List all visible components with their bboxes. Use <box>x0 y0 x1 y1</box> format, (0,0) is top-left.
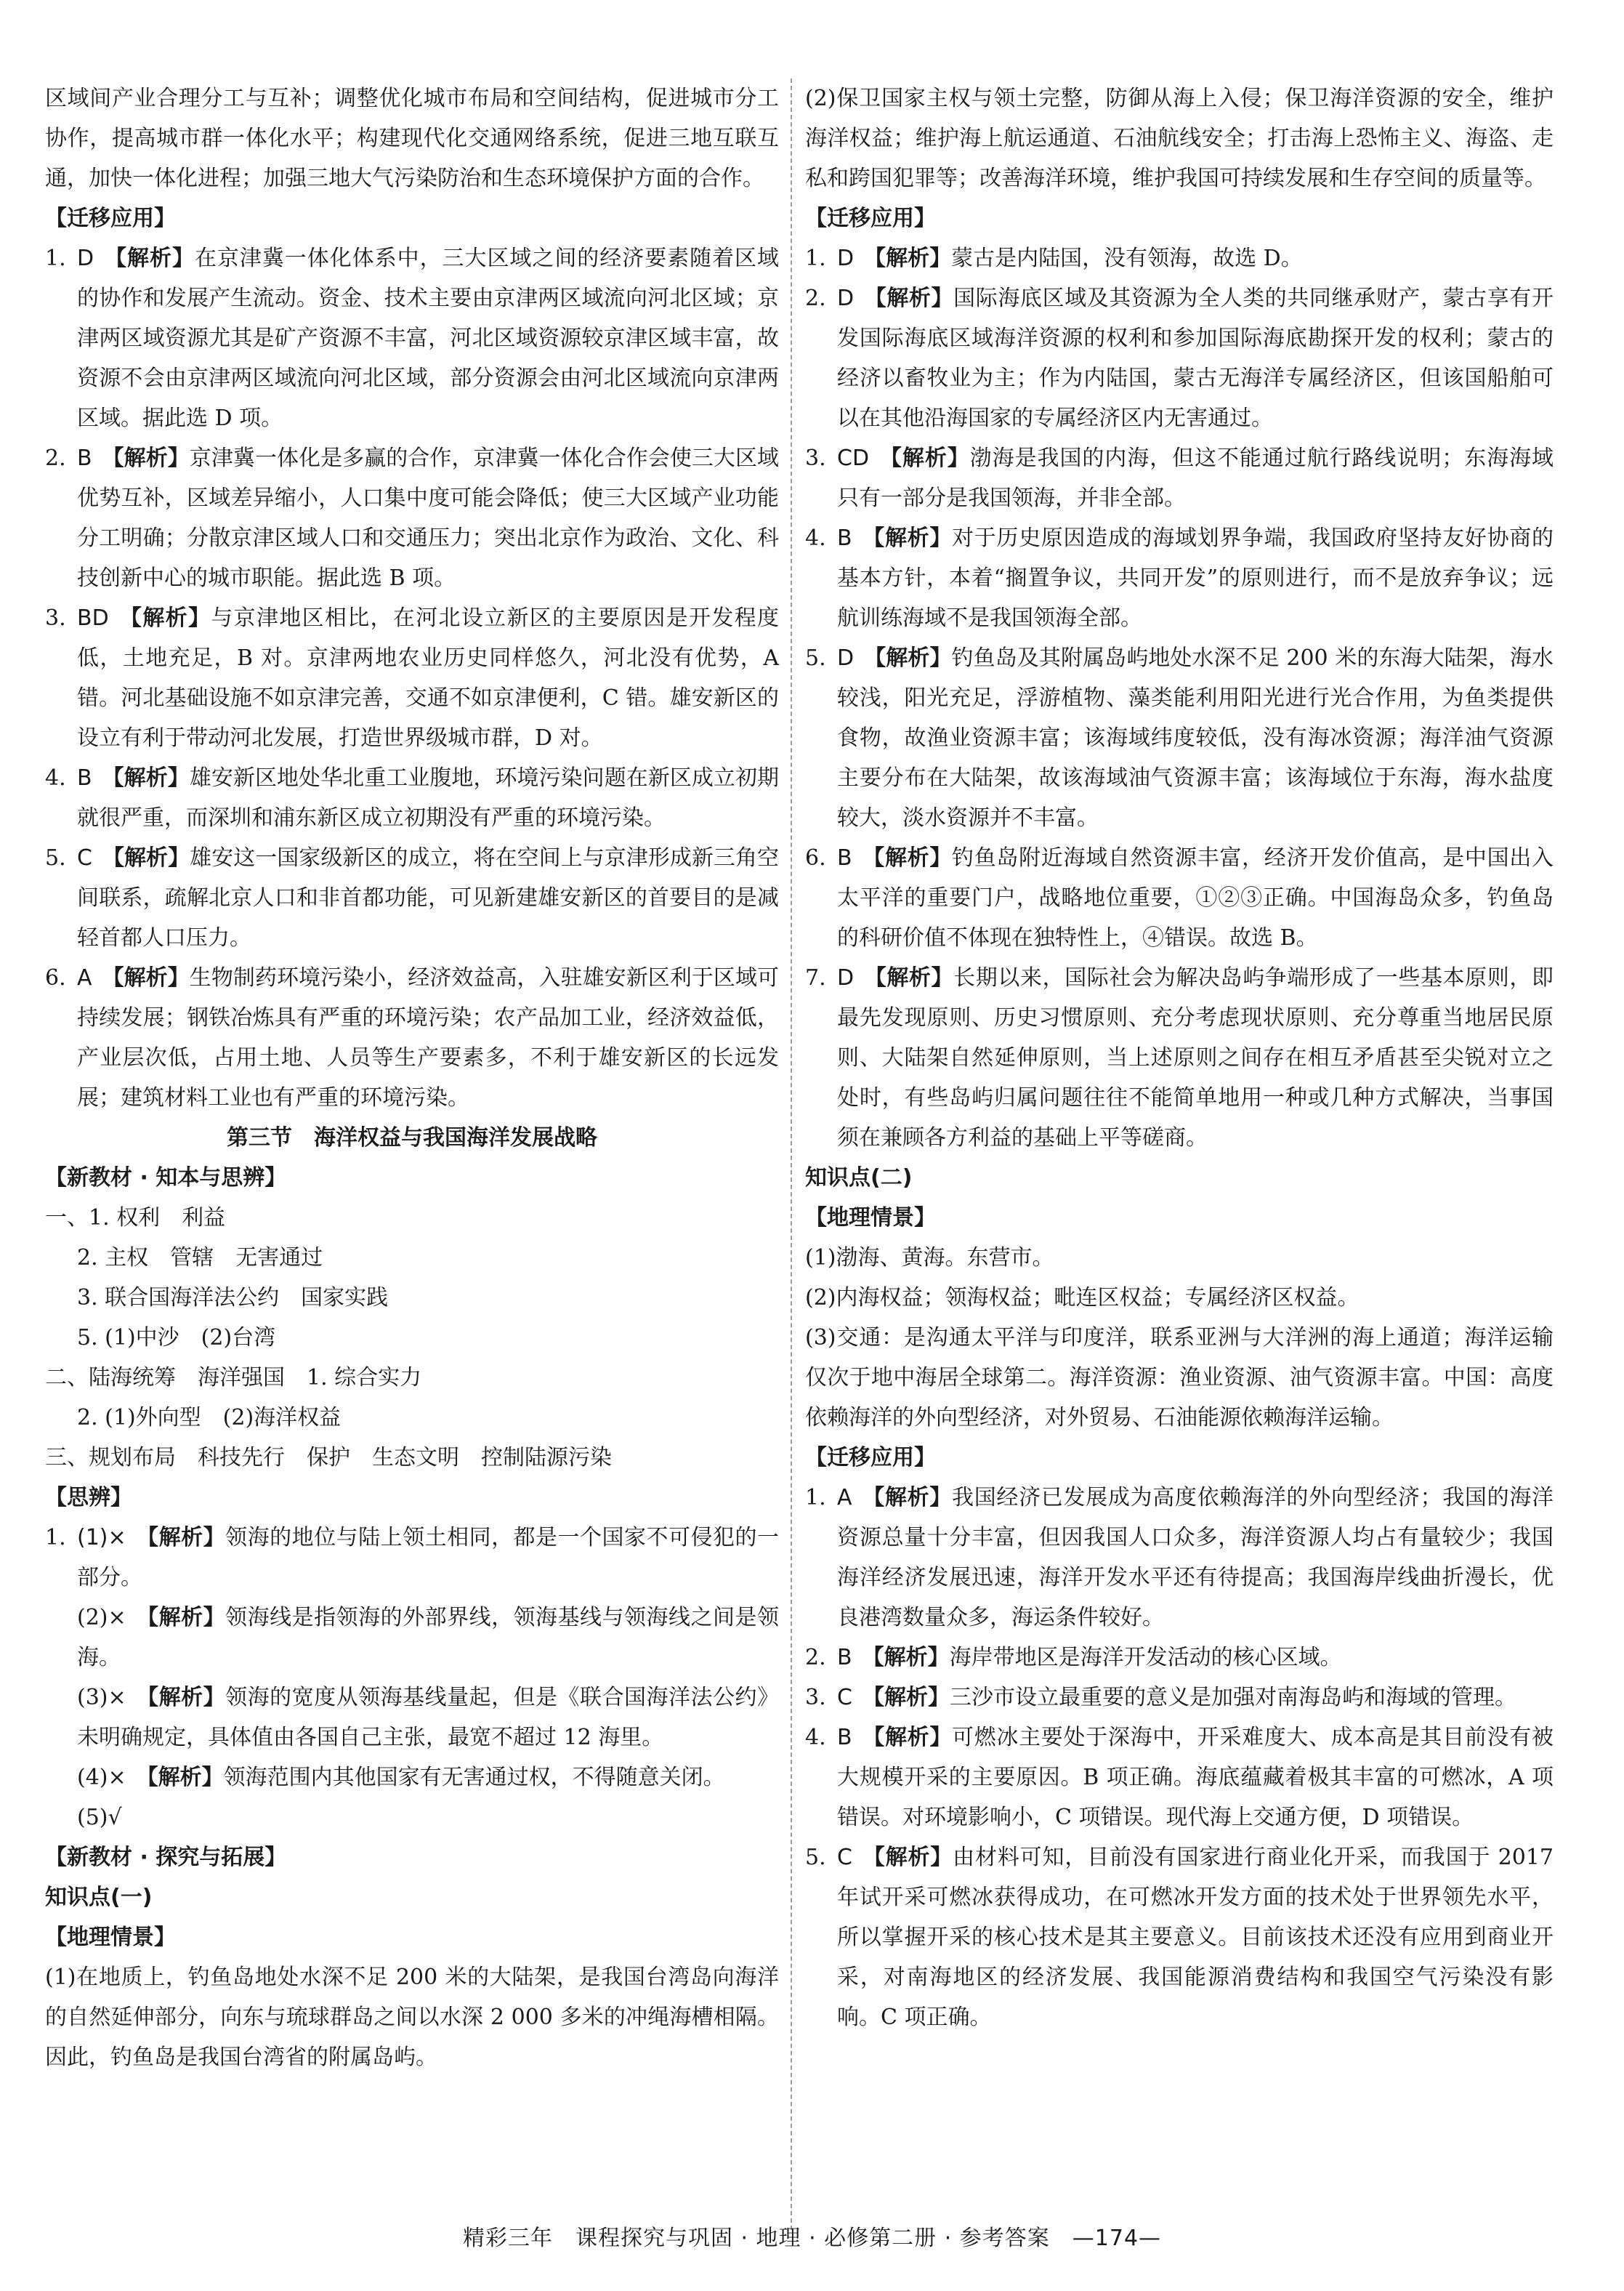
heading-new-textbook-knowledge: 【新教材 · 知本与思辨】 <box>45 1165 287 1191</box>
heading-migrate-application: 【迁移应用】 <box>805 206 936 231</box>
knowledge-point-2: 知识点(二) <box>805 1165 913 1191</box>
answer-item: 2. B 【解析】京津冀一体化是多赢的合作，京津冀一体化合作会使三大区域优势互补，区域差异缩小，人口集中度可能会降低；使三大区域产业功能分工明确；分散京津区域人口和交通压力；突出北京作为政治、文化、科技创新中心的城市职能。据此选 B 项。 <box>45 446 780 591</box>
knowledge-line: 一、1. 权利 利益 <box>45 1205 226 1231</box>
geo-paragraph: (2)内海权益；领海权益；毗连区权益；专属经济区权益。 <box>805 1285 1360 1310</box>
knowledge-line: 二、陆海统筹 海洋强国 1. 综合实力 <box>45 1365 422 1390</box>
knowledge-line: 3. 联合国海洋法公约 国家实践 <box>77 1285 389 1310</box>
heading-migrate-application: 【迁移应用】 <box>805 1445 936 1470</box>
answer-item: 7. D 【解析】长期以来，国际社会为解决岛屿争端形成了一些基本原则，即最先发现原则、历史习惯原则、充分考虑现状原则、充分尊重当地居民原则、大陆架自然延伸原则，当上述原则之间存在相互矛盾甚至尖锐对立之处时，有些岛屿归属问题往往不能简单地用一种或几种方式解决，当事国须在兼顾各方利益的基础上平等磋商。 <box>805 965 1554 1151</box>
thinking-item: (2)× 【解析】领海线是指领海的外部界线，领海基线与领海线之间是领海。 <box>77 1605 780 1670</box>
column-divider <box>791 78 792 2230</box>
answer-item: 4. B 【解析】对于历史原因造成的海域划界争端，我国政府坚持友好协商的基本方针，本着“搁置争议，共同开发”的原则进行，而不是放弃争议；远航训练海域不是我国领海全部。 <box>805 526 1554 631</box>
knowledge-point-1: 知识点(一) <box>45 1885 153 1910</box>
answer-item: 3. CD 【解析】渤海是我国的内海，但这不能通过航行路线说明；东海海域只有一部分是我国领海，并非全部。 <box>805 446 1554 511</box>
knowledge-line: 三、规划布局 科技先行 保护 生态文明 控制陆源污染 <box>45 1445 612 1470</box>
answer-item: 4. B 【解析】雄安新区地处华北重工业腹地，环境污染问题在新区成立初期就很严重，而深圳和浦东新区成立初期没有严重的环境污染。 <box>45 765 780 831</box>
page-footer: 精彩三年 课程探究与巩固 · 地理 · 必修第二册 · 参考答案 —174— <box>462 2226 1162 2251</box>
section-title: 第三节 海洋权益与我国海洋发展战略 <box>227 1125 597 1151</box>
left-column <box>45 78 779 2077</box>
answer-item: 3. BD 【解析】与京津地区相比，在河北设立新区的主要原因是开发程度低，土地充足，B 对。京津两地农业历史同样悠久，河北没有优势，A 错。河北基础设施不如京津完善，交通不如京津便利，C 错。雄安新区的设立有利于带动河北发展，打造世界级城市群，D 对。 <box>45 605 780 751</box>
heading-thinking: 【思辨】 <box>45 1485 132 1510</box>
thinking-item: (5)√ <box>77 1805 122 1830</box>
answer-item: 1. D 【解析】在京津冀一体化体系中，三大区域之间的经济要素随着区域的协作和发展产生流动。资金、技术主要由京津两区域流向河北区域；京津两区域资源尤其是矿产资源不丰富，河北区域资源较京津区域丰富，故资源不会由京津两区域流向河北区域，部分资源会由河北区域流向京津两区域。据此选 D 项。 <box>45 246 780 431</box>
thinking-item: 1. (1)× 【解析】领海的地位与陆上领土相同，都是一个国家不可侵犯的一部分。 <box>45 1525 780 1590</box>
heading-new-textbook-explore: 【新教材 · 探究与拓展】 <box>45 1845 287 1870</box>
answer-item: 2. B 【解析】海岸带地区是海洋开发活动的核心区域。 <box>805 1645 1342 1670</box>
intro-paragraph: 区域间产业合理分工与互补；调整优化城市布局和空间结构，促进城市分工协作，提高城市群一体化水平；构建现代化交通网络系统，促进三地互联互通，加快一体化进程；加强三地大气污染防治和生态环境保护方面的合作。 <box>45 86 779 191</box>
knowledge-line: 5. (1)中沙 (2)台湾 <box>77 1325 276 1350</box>
right-column <box>805 78 1554 2037</box>
answer-item: 4. B 【解析】可燃冰主要处于深海中，开采难度大、成本高是其目前没有被大规模开采的主要原因。B 项正确。海底蕴藏着极其丰富的可燃冰，A 项错误。对环境影响小，C 项错误。现代海上交通方便，D 项错误。 <box>805 1725 1554 1830</box>
answer-item: 1. A 【解析】我国经济已发展成为高度依赖海洋的外向型经济；我国的海洋资源总量十分丰富，但因我国人口众多，海洋资源人均占有量较少；我国海洋经济发展迅速，海洋开发水平还有待提高；我国海岸线曲折漫长，优良港湾数量众多，海运条件较好。 <box>805 1485 1554 1630</box>
heading-geo-scenario: 【地理情景】 <box>45 1925 176 1950</box>
answer-item: 3. C 【解析】三沙市设立最重要的意义是加强对南海岛屿和海域的管理。 <box>805 1685 1516 1710</box>
thinking-item: (3)× 【解析】领海的宽度从领海基线量起，但是《联合国海洋法公约》未明确规定，具体值由各国自己主张，最宽不超过 12 海里。 <box>77 1685 780 1750</box>
heading-geo-scenario: 【地理情景】 <box>805 1205 936 1231</box>
answer-item: 5. C 【解析】雄安这一国家级新区的成立，将在空间上与京津形成新三角空间联系，疏解北京人口和非首都功能，可见新建雄安新区的首要目的是减轻首都人口压力。 <box>45 845 780 951</box>
heading-migrate-application: 【迁移应用】 <box>45 206 176 231</box>
answer-item: 2. D 【解析】国际海底区域及其资源为全人类的共同继承财产，蒙古享有开发国际海底区域海洋资源的权利和参加国际海底勘探开发的权利；蒙古的经济以畜牧业为主；作为内陆国，蒙古无海洋专属经济区，但该国船舶可以在其他沿海国家的专属经济区内无害通过。 <box>805 286 1554 431</box>
geo-paragraph: (1)在地质上，钓鱼岛地处水深不足 200 米的大陆架，是我国台湾岛向海洋的自然延伸部分，向东与琉球群岛之间以水深 2 000 多米的冲绳海槽相隔。因此，钓鱼岛是我国台湾省的附属岛屿。 <box>45 1965 779 2070</box>
thinking-item: (4)× 【解析】领海范围内其他国家有无害通过权，不得随意关闭。 <box>77 1765 725 1790</box>
knowledge-line: 2. (1)外向型 (2)海洋权益 <box>77 1405 342 1430</box>
answer-item: 6. A 【解析】生物制药环境污染小，经济效益高，入驻雄安新区利于区域可持续发展；钢铁冶炼具有严重的环境污染；农产品加工业，经济效益低，产业层次低，占用土地、人员等生产要素多，不利于雄安新区的长远发展；建筑材料工业也有严重的环境污染。 <box>45 965 780 1111</box>
geo-paragraph: (1)渤海、黄海。东营市。 <box>805 1245 1054 1271</box>
answer-item: 5. C 【解析】由材料可知，目前没有国家进行商业化开采，而我国于 2017 年试开采可燃冰获得成功，在可燃冰开发方面的技术处于世界领先水平，所以掌握开采的核心技术是其主要意义。目前该技术还没有应用到商业开采，对南海地区的经济发展、我国能源消费结构和我国空气污染没有影响。C 项正确。 <box>805 1845 1554 2030</box>
knowledge-line: 2. 主权 管辖 无害通过 <box>77 1245 323 1271</box>
geo-paragraph: (3)交通：是沟通太平洋与印度洋，联系亚洲与大洋洲的海上通道；海洋运输仅次于地中海居全球第二。海洋资源：渔业资源、油气资源丰富。中国：高度依赖海洋的外向型经济，对外贸易、石油能源依赖海洋运输。 <box>805 1325 1554 1430</box>
geo-paragraph: (2)保卫国家主权与领土完整，防御从海上入侵；保卫海洋资源的安全，维护海洋权益；维护海上航运通道、石油航线安全；打击海上恐怖主义、海盗、走私和跨国犯罪等；改善海洋环境，维护我国可持续发展和生存空间的质量等。 <box>805 86 1554 191</box>
answer-item: 5. D 【解析】钓鱼岛及其附属岛屿地处水深不足 200 米的东海大陆架，海水较浅，阳光充足，浮游植物、藻类能利用阳光进行光合作用，为鱼类提供食物，故渔业资源丰富；该海域纬度较低，没有海冰资源；海洋油气资源主要分布在大陆架，故该海域油气资源丰富；该海域位于东海，海水盐度较大，淡水资源并不丰富。 <box>805 645 1554 831</box>
answer-item: 1. D 【解析】蒙古是内陆国，没有领海，故选 D。 <box>805 246 1303 271</box>
answer-item: 6. B 【解析】钓鱼岛附近海域自然资源丰富，经济开发价值高，是中国出入太平洋的重要门户，战略地位重要，①②③正确。中国海岛众多，钓鱼岛的科研价值不体现在独特性上，④错误。故选 B。 <box>805 845 1554 951</box>
